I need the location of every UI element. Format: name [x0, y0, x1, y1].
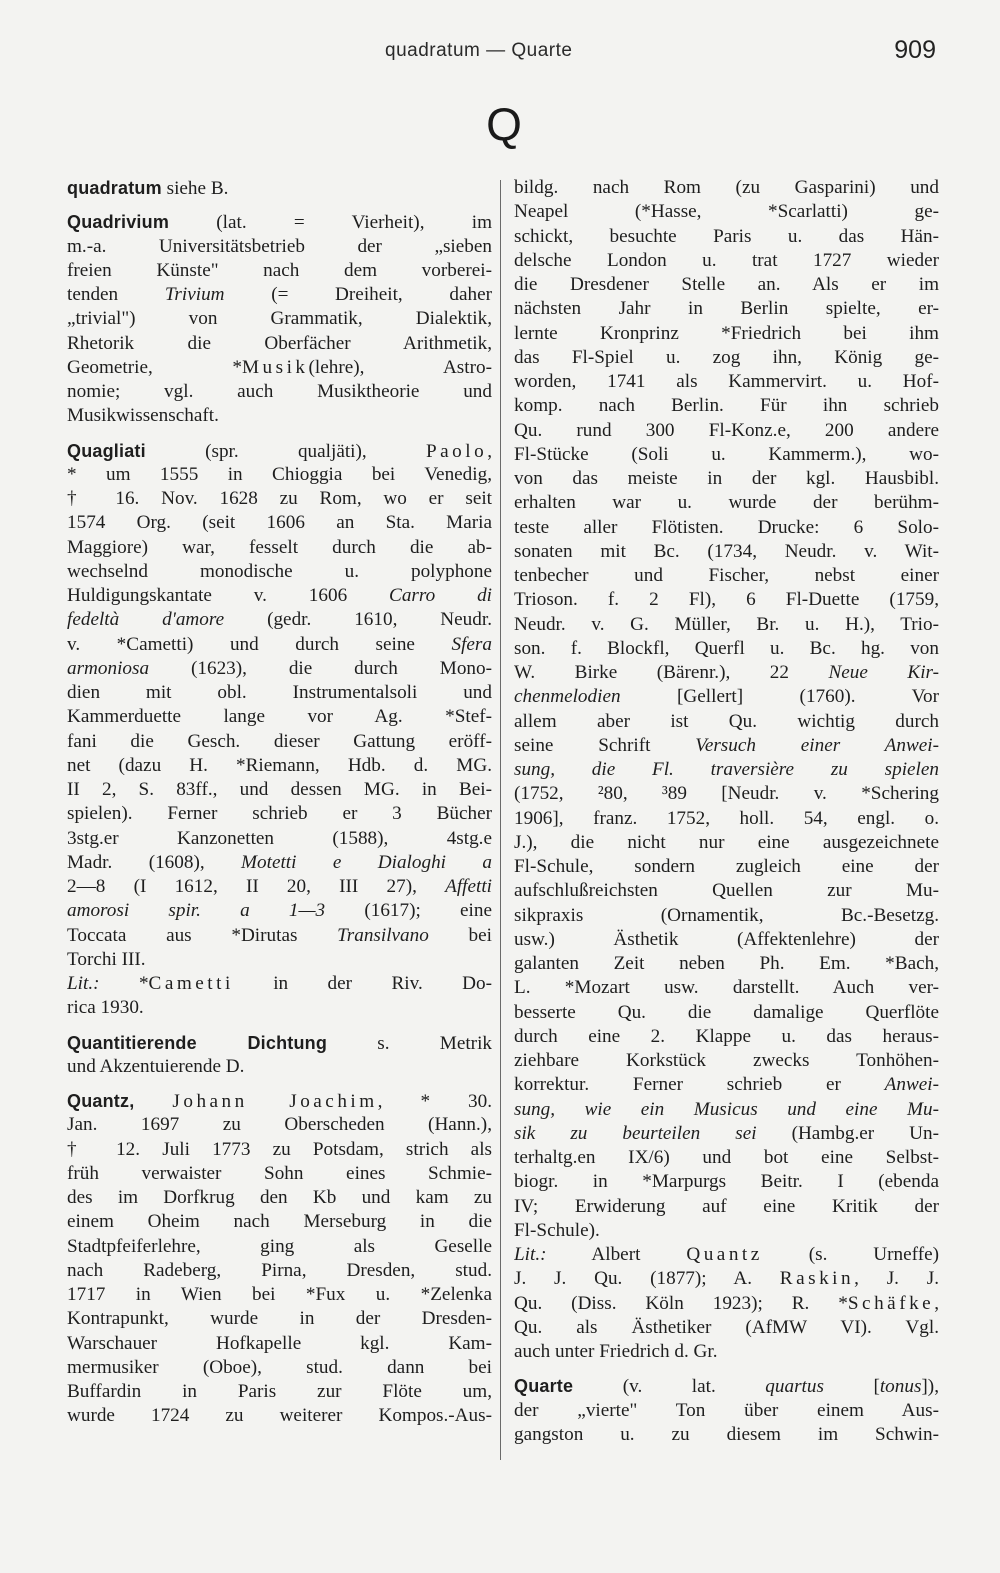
text-line	[514, 467, 939, 491]
text-run: und Akzentuierende D.	[67, 1055, 245, 1077]
text-run: Qu. rund 300 Fl-Konz.e, 200 andere	[514, 419, 939, 441]
text-line	[67, 1283, 492, 1307]
text-line	[514, 176, 939, 200]
text-line	[514, 394, 939, 418]
text-run: [	[823, 1376, 880, 1398]
text-run: *	[99, 973, 149, 994]
text-line	[514, 1195, 939, 1219]
text-run: Neudr. v. G. Müller, Br. u. H.), Trio-	[514, 613, 939, 635]
text-line	[67, 1055, 492, 1079]
text-run: korrektur. Ferner schrieb er	[514, 1074, 885, 1096]
text-run: , J. J.	[854, 1268, 939, 1290]
text-run: der „vierte" Ton über einem Aus-	[514, 1399, 939, 1421]
text-line	[67, 439, 492, 463]
text-line	[514, 855, 939, 879]
text-line	[67, 1031, 492, 1055]
text-run: Neapel (*Hasse, *Scarlatti) ge-	[514, 201, 939, 223]
text-run: Huldigungskantate v. 1606	[67, 585, 390, 606]
text-run: (lat. = Vierheit), im	[169, 212, 492, 234]
headword: Quantz,	[67, 1091, 135, 1111]
italic-text: amorosi spir. a 1—3	[67, 900, 326, 922]
text-run: Geometrie, *	[67, 356, 242, 378]
italic-text: chenmelodien	[514, 686, 621, 708]
text-line	[514, 588, 939, 612]
text-run: 1717 in Wien bei *Fux u. *Zelenka	[67, 1284, 492, 1305]
text-line	[514, 1122, 939, 1146]
text-line	[67, 730, 492, 754]
text-line	[514, 928, 939, 952]
text-run: fani die Gesch. dieser Gattung eröff-	[67, 730, 492, 752]
text-line	[67, 827, 492, 851]
spaced-name: Musik	[241, 356, 309, 378]
text-run: Trioson. f. 2 Fl), 6 Fl-Duette (1759,	[514, 589, 939, 611]
text-run: Albert	[546, 1244, 687, 1265]
text-line	[514, 1243, 939, 1267]
text-run: Maggiore) war, fesselt durch die ab-	[67, 536, 492, 558]
text-run: lernte Kronprinz *Friedrich bei ihm	[514, 322, 939, 344]
text-line	[67, 851, 492, 875]
text-run: schickt, besuchte Paris u. das Hän-	[514, 225, 939, 247]
text-line	[67, 802, 492, 826]
text-run: Toccata aus *Dirutas	[67, 924, 338, 946]
text-line	[514, 976, 939, 1000]
italic-text: sik zu beurteilen sei	[514, 1122, 757, 1144]
text-line	[514, 952, 939, 976]
text-line	[514, 613, 939, 637]
text-run: spielen). Ferner schrieb er 3 Bücher	[67, 803, 492, 825]
text-run: 1574 Org. (seit 1606 an Sta. Maria	[67, 512, 492, 534]
text-run: Warschauer Hofkapelle kgl. Kam-	[67, 1332, 492, 1354]
text-run: (Hambg.er Un-	[756, 1122, 939, 1144]
text-run: besserte Qu. die damalige Querflöte	[514, 1001, 939, 1023]
text-run: Torchi III.	[67, 948, 146, 970]
text-run: das Fl-Spiel u. zog ihn, König ge-	[514, 346, 939, 368]
text-line	[67, 487, 492, 511]
text-run: 2—8 (I 1612, II 20, III 27),	[67, 876, 446, 897]
text-line	[514, 1025, 939, 1049]
right-column	[514, 176, 939, 1447]
spaced-name: Cametti	[148, 973, 234, 994]
text-run: gangston u. zu diesem im Schwin-	[514, 1423, 939, 1445]
text-line	[67, 996, 492, 1020]
page-number: 909	[894, 36, 936, 64]
text-line	[67, 1404, 492, 1428]
text-line	[67, 259, 492, 283]
text-line	[514, 807, 939, 831]
text-run: seine Schrift	[514, 734, 696, 756]
text-run: usw.) Ästhetik (Affektenlehre) der	[514, 928, 939, 950]
text-run: Fl-Schule, sondern zugleich eine der	[514, 856, 939, 877]
text-line	[514, 1049, 939, 1073]
spaced-name: Johann Joachim	[172, 1091, 378, 1112]
text-line	[67, 511, 492, 535]
text-run: Stadtpfeiferlehre, ging als Geselle	[67, 1235, 492, 1257]
text-run: bildg. nach Rom (zu Gasparini) und	[514, 177, 939, 198]
italic-text: sung, wie ein Musicus und eine Mu-	[514, 1098, 939, 1120]
text-run: Qu. als Ästhetiker (AfMW VI). Vgl.	[514, 1316, 939, 1338]
headword: Quarte	[514, 1376, 574, 1397]
text-line	[514, 831, 939, 855]
text-line	[514, 1098, 939, 1122]
text-line	[67, 608, 492, 632]
text-line	[514, 904, 939, 928]
text-line	[514, 879, 939, 903]
text-run: ziehbare Korkstück zwecks Tonhöhen-	[514, 1050, 939, 1071]
text-line	[514, 1292, 939, 1316]
text-line	[514, 758, 939, 782]
text-line	[67, 705, 492, 729]
headword: Quadrivium	[67, 212, 170, 233]
text-line	[67, 1332, 492, 1356]
headword: quadratum	[67, 178, 162, 198]
text-run: in der Riv. Do-	[233, 973, 492, 994]
dictionary-entry	[514, 1374, 939, 1447]
text-line	[67, 210, 492, 234]
text-run: durch eine 2. Klappe u. das heraus-	[514, 1025, 939, 1047]
text-line	[67, 1138, 492, 1162]
text-line	[67, 972, 492, 996]
text-run: Fl-Schule).	[514, 1219, 600, 1241]
italic-text: Carro di	[389, 585, 492, 606]
dictionary-entry	[67, 1089, 492, 1429]
text-line	[514, 1399, 939, 1423]
text-line	[514, 685, 939, 709]
text-line	[67, 875, 492, 899]
text-line	[514, 225, 939, 249]
text-run: biogr. in *Marpurgs Beitr. I (ebenda	[514, 1171, 939, 1193]
text-run: (s. Urneffe)	[762, 1244, 939, 1265]
text-line	[514, 1170, 939, 1194]
text-line	[514, 249, 939, 273]
text-line	[514, 273, 939, 297]
text-line	[514, 564, 939, 588]
italic-text: Motetti e Dialoghi a	[241, 851, 492, 873]
spaced-name: Raskin	[779, 1268, 855, 1290]
text-run: L. *Mozart usw. darstellt. Auch ver-	[514, 977, 939, 999]
text-line	[67, 1380, 492, 1404]
italic-text: armoniosa	[67, 657, 150, 679]
dictionary-entry	[67, 439, 492, 1021]
text-run: m.-a. Universitätsbetrieb der „sieben	[67, 235, 492, 257]
text-run: s. Metrik	[327, 1032, 492, 1054]
text-run: sonaten mit Bc. (1734, Neudr. v. Wit-	[514, 540, 939, 562]
text-line	[514, 1146, 939, 1170]
text-line	[514, 540, 939, 564]
text-line	[514, 346, 939, 370]
text-run: wechselnd monodische u. polyphone	[67, 560, 492, 582]
text-run: terhaltg.en IX/6) und bot eine Selbst-	[514, 1147, 939, 1168]
text-line	[67, 948, 492, 972]
italic-text: Lit.:	[67, 973, 100, 994]
text-line	[67, 380, 492, 404]
text-run: ]),	[921, 1376, 939, 1398]
text-run: erhalten war u. wurde der berühm-	[514, 492, 939, 514]
column-rule	[500, 180, 501, 1460]
text-run: (spr. qualjäti),	[145, 440, 426, 462]
text-run: freien Künste" nach dem vorberei-	[67, 259, 492, 281]
text-line	[67, 560, 492, 584]
text-line	[514, 443, 939, 467]
text-line	[67, 1162, 492, 1186]
text-run: (gedr. 1610, Neudr.	[224, 609, 492, 631]
text-line	[67, 584, 492, 608]
text-run: die Dresdener Stelle an. Als er im	[514, 274, 939, 295]
text-run: (1617); eine	[325, 900, 492, 922]
text-line	[514, 1374, 939, 1398]
italic-text: Trivium	[164, 284, 225, 305]
entry-gap	[67, 1079, 492, 1089]
text-line	[67, 332, 492, 356]
dictionary-entry	[67, 210, 492, 428]
text-run: delsche London u. trat 1727 wieder	[514, 249, 939, 271]
headword: Quantitierende Dichtung	[67, 1032, 328, 1053]
text-line	[514, 1219, 939, 1243]
text-run: nächsten Jahr in Berlin spielte, er-	[514, 298, 939, 320]
text-run: Kontrapunkt, wurde in der Dresden-	[67, 1308, 492, 1330]
italic-text: Versuch einer Anwei-	[695, 734, 939, 756]
text-line	[514, 200, 939, 224]
text-line	[67, 1113, 492, 1137]
text-run: Madr. (1608),	[67, 851, 242, 873]
text-run: Rhetorik die Oberfächer Arithmetik,	[67, 332, 492, 354]
text-run: mermusiker (Oboe), stud. dann bei	[67, 1356, 492, 1378]
text-run: sikpraxis (Ornamentik, Bc.-Besetzg.	[514, 904, 939, 926]
text-run: 1906], franz. 1752, holl. 54, engl. o.	[514, 807, 939, 829]
italic-text: tonus	[879, 1376, 922, 1398]
dictionary-entry	[67, 176, 492, 200]
entry-gap	[67, 200, 492, 210]
text-run: v. *Cametti) und durch seine	[67, 633, 452, 655]
italic-text: quartus	[765, 1376, 824, 1398]
spaced-name: Quantz	[686, 1244, 763, 1265]
text-run: nomie; vgl. auch Musiktheorie und	[67, 381, 492, 402]
text-run: teste aller Flötisten. Drucke: 6 Solo-	[514, 516, 939, 538]
text-line	[514, 297, 939, 321]
text-run: Kammerduette lange vor Ag. *Stef-	[67, 706, 492, 728]
text-run: 3stg.er Kanzonetten (1588), 4stg.e	[67, 827, 492, 849]
text-run: Fl-Stücke (Soli u. Kammerm.), wo-	[514, 443, 939, 465]
text-run: aufschlußreichsten Quellen zur Mu-	[514, 880, 939, 902]
spaced-name: Schäfke	[847, 1292, 935, 1314]
italic-text: fedeltà d'amore	[67, 609, 225, 631]
text-run: galanten Zeit neben Ph. Em. *Bach,	[514, 953, 939, 974]
dictionary-entry	[67, 1031, 492, 1080]
text-run: J.), die nicht nur eine ausgezeichnete	[514, 831, 939, 853]
text-run: [Gellert] (1760). Vor	[620, 686, 939, 708]
text-run: (= Dreiheit, daher	[224, 284, 492, 305]
text-line	[514, 1316, 939, 1340]
left-column	[67, 176, 492, 1429]
text-run: einem Oheim nach Merseburg in die	[67, 1211, 492, 1233]
text-run: von das meiste in der kgl. Hausbibl.	[514, 468, 939, 489]
text-run: son. f. Blockfl, Querfl u. Bc. hg. von	[514, 637, 939, 659]
entry-gap	[514, 1364, 939, 1374]
entry-gap	[67, 1021, 492, 1031]
text-line	[67, 356, 492, 380]
text-run: tenbecher und Fischer, nebst einer	[514, 565, 939, 586]
text-run: wurde 1724 zu weiterer Kompos.-Aus-	[67, 1405, 492, 1427]
text-run: Musikwissenschaft.	[67, 405, 219, 427]
text-line	[514, 322, 939, 346]
text-line	[67, 657, 492, 681]
text-run: komp. nach Berlin. Für ihn schrieb	[514, 395, 939, 417]
text-line	[514, 734, 939, 758]
text-run: Qu. (Diss. Köln 1923); R. *	[514, 1292, 848, 1314]
text-line	[67, 924, 492, 948]
text-run: (1623), die durch Mono-	[149, 657, 492, 679]
text-run: „trivial") von Grammatik, Dialektik,	[67, 308, 492, 330]
dictionary-entry	[514, 176, 939, 1364]
text-line	[514, 1073, 939, 1097]
text-run: dien mit obl. Instrumentalsoli und	[67, 682, 492, 703]
text-line	[67, 899, 492, 923]
text-run: des im Dorfkrug den Kb und kam zu	[67, 1187, 492, 1208]
text-line	[514, 419, 939, 443]
text-line	[514, 370, 939, 394]
text-line	[67, 463, 492, 487]
text-run	[134, 1091, 172, 1112]
text-run: (1752, ²80, ³89 [Neudr. v. *Schering	[514, 783, 939, 805]
section-letter: Q	[486, 98, 522, 150]
text-run: , * 30.	[377, 1091, 492, 1112]
text-line	[67, 633, 492, 657]
text-run: früh verwaister Sohn eines Schmie-	[67, 1162, 492, 1184]
text-line	[67, 1235, 492, 1259]
italic-text: Affetti	[445, 876, 492, 897]
text-line	[67, 307, 492, 331]
text-run: Buffardin in Paris zur Flöte um,	[67, 1381, 492, 1402]
text-line	[67, 536, 492, 560]
text-run: auch unter Friedrich d. Gr.	[514, 1341, 718, 1362]
text-run: W. Birke (Bärenr.), 22	[514, 662, 829, 683]
text-line	[67, 176, 492, 200]
text-run: nach Radeberg, Pirna, Dresden, stud.	[67, 1259, 492, 1281]
text-run: (lehre), Astro-	[308, 356, 492, 378]
text-line	[67, 681, 492, 705]
text-line	[67, 1186, 492, 1210]
text-line	[514, 637, 939, 661]
text-line	[514, 710, 939, 734]
text-run: net (dazu H. *Riemann, Hdb. d. MG.	[67, 754, 492, 776]
running-title: quadratum — Quarte	[385, 40, 573, 61]
text-run: tenden	[67, 284, 165, 305]
text-line	[514, 661, 939, 685]
text-run: rica 1930.	[67, 997, 144, 1019]
text-run: allem aber ist Qu. wichtig durch	[514, 710, 939, 732]
text-line	[67, 1089, 492, 1113]
text-line	[514, 516, 939, 540]
text-run: II 2, S. 83ff., und dessen MG. in Bei-	[67, 779, 492, 800]
spaced-name: Paolo	[425, 440, 488, 462]
text-run: † 12. Juli 1773 zu Potsdam, strich als	[67, 1138, 492, 1160]
text-line	[514, 782, 939, 806]
italic-text: Sfera	[451, 633, 492, 655]
text-run: ,	[934, 1292, 939, 1314]
italic-text: Transilvano	[337, 924, 429, 946]
text-line	[67, 778, 492, 802]
running-head	[0, 36, 1000, 70]
text-run: Jan. 1697 zu Oberscheden (Hann.),	[67, 1114, 492, 1136]
text-run: IV; Erwiderung auf eine Kritik der	[514, 1195, 939, 1217]
text-run: bei	[428, 924, 492, 946]
text-run: † 16. Nov. 1628 zu Rom, wo er seit	[67, 488, 492, 509]
italic-text: sung, die Fl. traversière zu spielen	[514, 759, 939, 780]
text-line	[514, 1340, 939, 1364]
text-run: siehe B.	[161, 178, 229, 199]
text-line	[67, 404, 492, 428]
text-run: J. J. Qu. (1877); A.	[514, 1268, 780, 1290]
text-line	[514, 1423, 939, 1447]
text-line	[67, 1356, 492, 1380]
text-run: worden, 1741 als Kammervirt. u. Hof-	[514, 371, 939, 392]
text-line	[67, 235, 492, 259]
text-line	[67, 1307, 492, 1331]
italic-text: Neue Kir-	[828, 662, 939, 683]
text-line	[67, 1210, 492, 1234]
italic-text: Anwei-	[884, 1074, 939, 1096]
text-line	[514, 1001, 939, 1025]
text-run: * um 1555 in Chioggia bei Venedig,	[67, 463, 492, 485]
text-line	[67, 1259, 492, 1283]
text-line	[67, 283, 492, 307]
entry-gap	[67, 429, 492, 439]
text-run: (v. lat.	[573, 1376, 766, 1398]
headword: Quagliati	[67, 440, 146, 461]
text-line	[514, 1267, 939, 1291]
text-line	[514, 491, 939, 515]
text-run: ,	[487, 440, 492, 462]
italic-text: Lit.:	[514, 1244, 547, 1265]
text-line	[67, 754, 492, 778]
